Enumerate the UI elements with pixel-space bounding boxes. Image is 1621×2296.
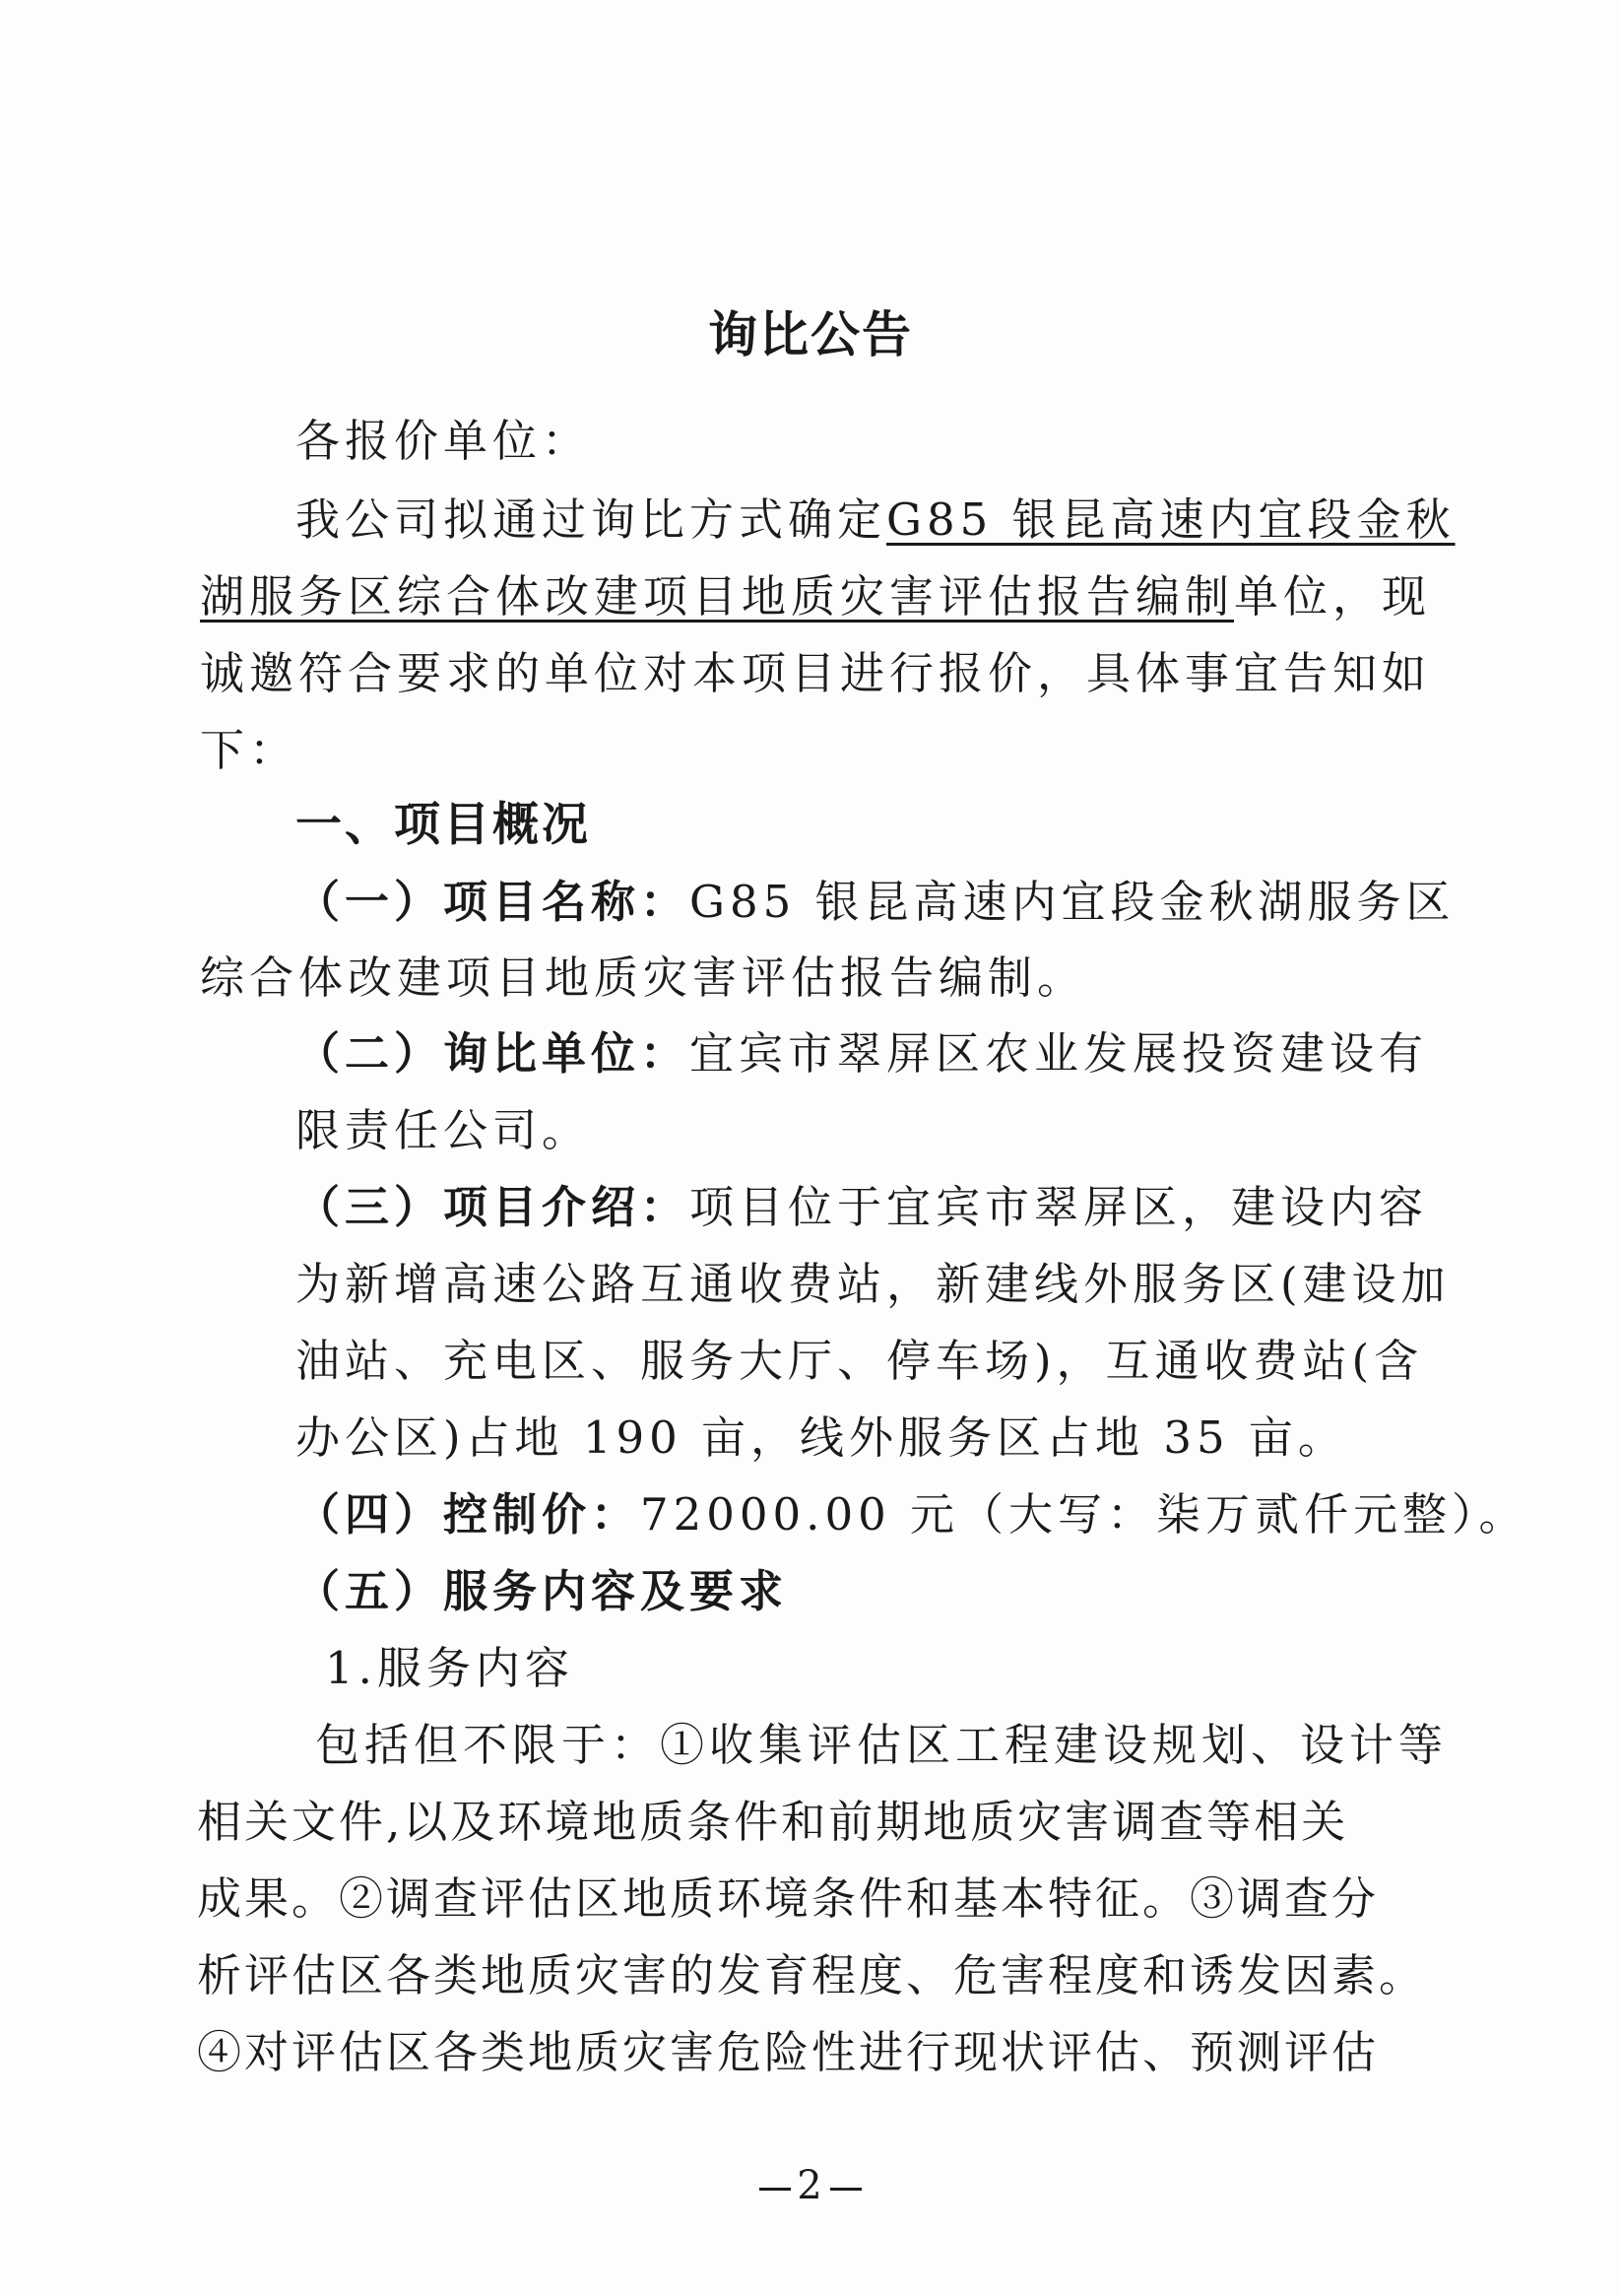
- intro-text: 我公司拟通过询比方式确定: [295, 493, 887, 546]
- item-service-requirements: （五）服务内容及要求: [295, 1565, 789, 1617]
- item-project-name-cont: 综合体改建项目地质灾害评估报告编制。: [200, 951, 1087, 1004]
- item-value: 宜宾市翠屏区农业发展投资建设有: [689, 1027, 1429, 1080]
- item-label: （一）项目名称：: [295, 876, 690, 928]
- item-inquiry-unit: [295, 1024, 1428, 1083]
- service-content-line: 包括但不限于：①收集评估区工程建设规划、设计等: [315, 1719, 1449, 1771]
- salutation: 各报价单位：: [295, 415, 592, 467]
- intro-line-2: [200, 567, 1431, 626]
- service-content-line: ④对评估区各类地质灾害危险性进行现状评估、预测评估: [197, 2026, 1380, 2078]
- item-project-intro: [295, 1178, 1428, 1237]
- intro-line-1: [295, 491, 1456, 550]
- service-content-line: 析评估区各类地质灾害的发育程度、危害程度和诱发因素。: [197, 1949, 1427, 2001]
- item-value: 72000.00 元（大写：柒万贰仟元整）。: [640, 1488, 1528, 1541]
- item-label: （二）询比单位：: [295, 1027, 690, 1080]
- intro-line-3: 诚邀符合要求的单位对本项目进行报价，具体事宜告知如: [200, 647, 1432, 699]
- section-heading: 一、项目概况: [295, 798, 591, 852]
- item-project-name: [295, 873, 1456, 932]
- item-value: 项目位于宜宾市翠屏区，建设内容: [689, 1181, 1429, 1233]
- item-project-intro-cont: 油站、充电区、服务大厅、停车场)，互通收费站(含: [295, 1335, 1424, 1387]
- intro-text: 单位，现: [1234, 570, 1432, 623]
- item-project-intro-cont: 为新增高速公路互通收费站，新建线外服务区(建设加: [295, 1258, 1451, 1310]
- page-number: 2: [0, 2163, 1621, 2208]
- project-name-underlined: G85 银昆高速内宜段金秋: [886, 493, 1456, 546]
- sub-heading-service-content: 1.服务内容: [325, 1642, 574, 1694]
- project-name-underlined: 湖服务区综合体改建项目地质灾害评估报告编制: [200, 570, 1235, 623]
- service-content-line: 相关文件,以及环境地质条件和前期地质灾害调查等相关: [197, 1796, 1349, 1848]
- service-content-line: 成果。②调查评估区地质环境条件和基本特征。③调查分: [197, 1872, 1380, 1925]
- item-value: G85 银昆高速内宜段金秋湖服务区: [689, 876, 1456, 928]
- page-title: 询比公告: [708, 306, 913, 363]
- item-control-price: [295, 1485, 1528, 1544]
- intro-line-4: 下：: [200, 724, 299, 776]
- item-inquiry-unit-cont: 限责任公司。: [295, 1104, 592, 1156]
- item-project-intro-cont: 办公区)占地 190 亩，线外服务区占地 35 亩。: [295, 1411, 1347, 1464]
- item-label: （四）控制价：: [295, 1488, 641, 1541]
- item-label: （三）项目介绍：: [295, 1181, 690, 1233]
